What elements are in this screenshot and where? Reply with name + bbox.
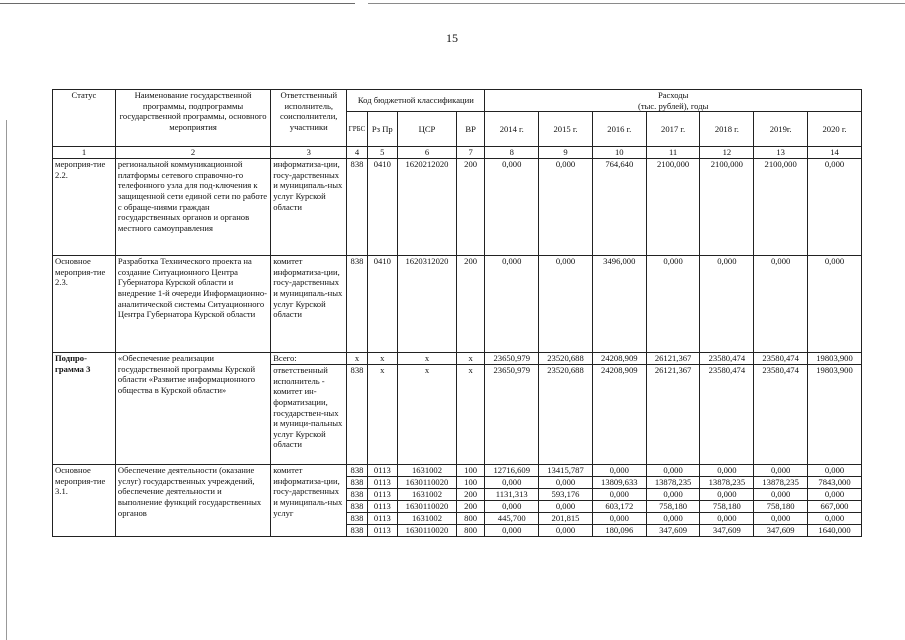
header-expenses-title: Расходы — [657, 90, 689, 100]
row-value: 758,180 — [646, 501, 700, 513]
row-csr: 1631002 — [398, 489, 457, 501]
row-value: 603,172 — [592, 501, 646, 513]
row-rzpr: x — [367, 353, 397, 365]
row-name: «Обеспечение реализации государственной программы Курской области «Развитие информационного общества в Курской области» — [115, 353, 270, 465]
row-csr: x — [398, 365, 457, 465]
row-value: 24208,909 — [592, 353, 646, 365]
row-value: 758,180 — [754, 501, 808, 513]
column-number: 6 — [398, 147, 457, 159]
column-number: 11 — [646, 147, 700, 159]
row-value: 0,000 — [646, 489, 700, 501]
page-number: 15 — [446, 31, 458, 45]
row-value: 1640,000 — [808, 525, 862, 537]
row-status: мероприя-тие 2.2. — [53, 159, 116, 256]
budget-table — [52, 89, 862, 537]
row-value: 1131,313 — [485, 489, 539, 501]
row-status: Основное мероприя-тие 2.3. — [53, 256, 116, 353]
column-number: 13 — [754, 147, 808, 159]
header-rzpr: Рз Пр — [367, 112, 397, 147]
row-value: 180,096 — [592, 525, 646, 537]
scan-edge-line — [368, 3, 905, 4]
row-value: 0,000 — [754, 256, 808, 353]
row-value: 0,000 — [485, 256, 539, 353]
row-rzpr: 0113 — [367, 525, 397, 537]
row-rzpr: 0113 — [367, 513, 397, 525]
row-value: 758,180 — [700, 501, 754, 513]
row-vr: 100 — [456, 465, 484, 477]
row-value: 7843,000 — [808, 477, 862, 489]
row-value: 12716,609 — [485, 465, 539, 477]
row-value: 23580,474 — [754, 353, 808, 365]
row-value: 0,000 — [485, 159, 539, 256]
row-value: 3496,000 — [592, 256, 646, 353]
row-value: 0,000 — [808, 159, 862, 256]
row-status: Подпро-грамма 3 — [53, 353, 116, 465]
row-value: 0,000 — [485, 477, 539, 489]
row-grbs: 838 — [347, 501, 367, 513]
header-year: 2018 г. — [700, 112, 754, 147]
row-name: региональной коммуникационной платформы сетевого справочно-го телефонного узла для под-ключения к защищенной сети единой сети по работе с обраще-ниями граждан государственных органов и органов местного самоуправления — [115, 159, 270, 256]
row-value: 0,000 — [700, 489, 754, 501]
header-year: 2014 г. — [485, 112, 539, 147]
row-rzpr: 0113 — [367, 501, 397, 513]
row-vr: x — [456, 353, 484, 365]
header-year: 2019г. — [754, 112, 808, 147]
row-executor: комитет информатиза-ции, госу-дарственных и муниципаль-ных услуг Курской области — [271, 256, 347, 353]
column-number-row — [53, 147, 862, 159]
header-executor: Ответственный исполнитель, соисполнители, участники — [271, 90, 347, 147]
column-number: 9 — [539, 147, 593, 159]
row-value: 0,000 — [754, 489, 808, 501]
row-name: Обеспечение деятельности (оказание услуг) государственных учреждений, обеспечение деятельности и выполнение функций государственных органов — [115, 465, 270, 537]
header-status: Статус — [53, 90, 116, 147]
row-rzpr: 0113 — [367, 477, 397, 489]
row-grbs: 838 — [347, 159, 367, 256]
column-number: 4 — [347, 147, 367, 159]
row-value: 0,000 — [539, 256, 593, 353]
row-csr: 1630110020 — [398, 525, 457, 537]
scan-edge-line — [0, 3, 355, 4]
row-value: 0,000 — [592, 513, 646, 525]
row-value: 23580,474 — [754, 365, 808, 465]
column-number: 5 — [367, 147, 397, 159]
row-value: 0,000 — [592, 465, 646, 477]
row-value: 23580,474 — [700, 353, 754, 365]
row-executor: ответственный исполнитель - комитет ин-форматизации, государствен-ных и муници-пальных услуг Курской области — [271, 365, 347, 465]
row-grbs: 838 — [347, 513, 367, 525]
row-value: 13878,235 — [754, 477, 808, 489]
row-vr: 200 — [456, 256, 484, 353]
row-vr: 800 — [456, 513, 484, 525]
row-rzpr: 0113 — [367, 489, 397, 501]
row-rzpr: 0113 — [367, 465, 397, 477]
row-vr: 200 — [456, 159, 484, 256]
header-year: 2016 г. — [592, 112, 646, 147]
row-rzpr: 0410 — [367, 159, 397, 256]
row-csr: 1620212020 — [398, 159, 457, 256]
row-grbs: 838 — [347, 489, 367, 501]
row-grbs: 838 — [347, 477, 367, 489]
row-value: 13878,235 — [700, 477, 754, 489]
column-number: 1 — [53, 147, 116, 159]
row-executor: информатиза-ции, госу-дарственных и муниципаль-ных услуг Курской области — [271, 159, 347, 256]
row-grbs: 838 — [347, 465, 367, 477]
row-value: 347,609 — [646, 525, 700, 537]
row-value: 764,640 — [592, 159, 646, 256]
row-value: 0,000 — [485, 501, 539, 513]
row-value: 0,000 — [646, 465, 700, 477]
row-value: 0,000 — [700, 256, 754, 353]
row-value: 0,000 — [646, 256, 700, 353]
column-number: 12 — [700, 147, 754, 159]
table-row — [53, 159, 862, 256]
row-value: 0,000 — [808, 465, 862, 477]
row-grbs: 838 — [347, 256, 367, 353]
row-value: 0,000 — [700, 513, 754, 525]
row-value: 23580,474 — [700, 365, 754, 465]
row-rzpr: 0410 — [367, 256, 397, 353]
row-grbs: 838 — [347, 525, 367, 537]
row-vr: 100 — [456, 477, 484, 489]
header-expenses-subtitle: (тыс. рублей), годы — [637, 100, 709, 111]
row-value: 347,609 — [754, 525, 808, 537]
row-value: 26121,367 — [646, 365, 700, 465]
row-value: 13415,787 — [539, 465, 593, 477]
header-name: Наименование государственной программы, подпрограммы государственной программы, основного мероприятия — [115, 90, 270, 147]
row-value: 13878,235 — [646, 477, 700, 489]
row-csr: 1631002 — [398, 465, 457, 477]
row-value: 24208,909 — [592, 365, 646, 465]
row-value: 26121,367 — [646, 353, 700, 365]
header-csr: ЦСР — [398, 112, 457, 147]
row-value: 19803,900 — [808, 353, 862, 365]
row-value: 23650,979 — [485, 353, 539, 365]
row-value: 2100,000 — [700, 159, 754, 256]
header-year: 2015 г. — [539, 112, 593, 147]
table-row — [53, 465, 862, 477]
header-vr: ВР — [456, 112, 484, 147]
column-number: 7 — [456, 147, 484, 159]
row-csr: 1630110020 — [398, 501, 457, 513]
row-vr: x — [456, 365, 484, 465]
row-value: 201,815 — [539, 513, 593, 525]
row-value: 2100,000 — [646, 159, 700, 256]
row-value: 0,000 — [700, 465, 754, 477]
row-executor: Всего: — [271, 353, 347, 365]
header-year: 2017 г. — [646, 112, 700, 147]
header-grbs: ГРБС — [347, 112, 367, 147]
header-expenses — [485, 90, 862, 112]
row-value: 347,609 — [700, 525, 754, 537]
row-vr: 800 — [456, 525, 484, 537]
row-value: 0,000 — [539, 501, 593, 513]
row-value: 0,000 — [539, 159, 593, 256]
row-value: 23520,688 — [539, 353, 593, 365]
row-grbs: x — [347, 353, 367, 365]
row-grbs: 838 — [347, 365, 367, 465]
row-value: 0,000 — [808, 513, 862, 525]
table-row — [53, 353, 862, 365]
column-number: 14 — [808, 147, 862, 159]
row-value: 0,000 — [646, 513, 700, 525]
row-value: 667,000 — [808, 501, 862, 513]
row-value: 13809,633 — [592, 477, 646, 489]
row-value: 593,176 — [539, 489, 593, 501]
row-name: Разработка Технического проекта на создание Ситуационного Центра Губернатора Курской области и внедрение 1-й очереди Информационно-аналитической системы Ситуационного Центра Губернатора Курской области — [115, 256, 270, 353]
header-budget-code: Код бюджетной классификации — [347, 90, 485, 112]
row-value: 23520,688 — [539, 365, 593, 465]
column-number: 2 — [115, 147, 270, 159]
row-value: 19803,900 — [808, 365, 862, 465]
row-csr: 1620312020 — [398, 256, 457, 353]
row-value: 0,000 — [808, 489, 862, 501]
header-year: 2020 г. — [808, 112, 862, 147]
row-value: 0,000 — [539, 477, 593, 489]
column-number: 10 — [592, 147, 646, 159]
row-value: 445,700 — [485, 513, 539, 525]
row-value: 0,000 — [539, 525, 593, 537]
column-number: 8 — [485, 147, 539, 159]
row-csr: 1630110020 — [398, 477, 457, 489]
row-value: 23650,979 — [485, 365, 539, 465]
row-value: 0,000 — [754, 465, 808, 477]
table-row — [53, 256, 862, 353]
row-vr: 200 — [456, 501, 484, 513]
row-value: 0,000 — [592, 489, 646, 501]
scan-edge-line — [6, 120, 7, 640]
row-vr: 200 — [456, 489, 484, 501]
row-value: 0,000 — [808, 256, 862, 353]
column-number: 3 — [271, 147, 347, 159]
row-value: 0,000 — [754, 513, 808, 525]
row-rzpr: x — [367, 365, 397, 465]
row-value: 0,000 — [485, 525, 539, 537]
row-csr: 1631002 — [398, 513, 457, 525]
row-executor: комитет информатиза-ции, госу-дарственных и муниципаль-ных услуг — [271, 465, 347, 537]
row-csr: x — [398, 353, 457, 365]
row-status: Основное мероприя-тие 3.1. — [53, 465, 116, 537]
row-value: 2100,000 — [754, 159, 808, 256]
